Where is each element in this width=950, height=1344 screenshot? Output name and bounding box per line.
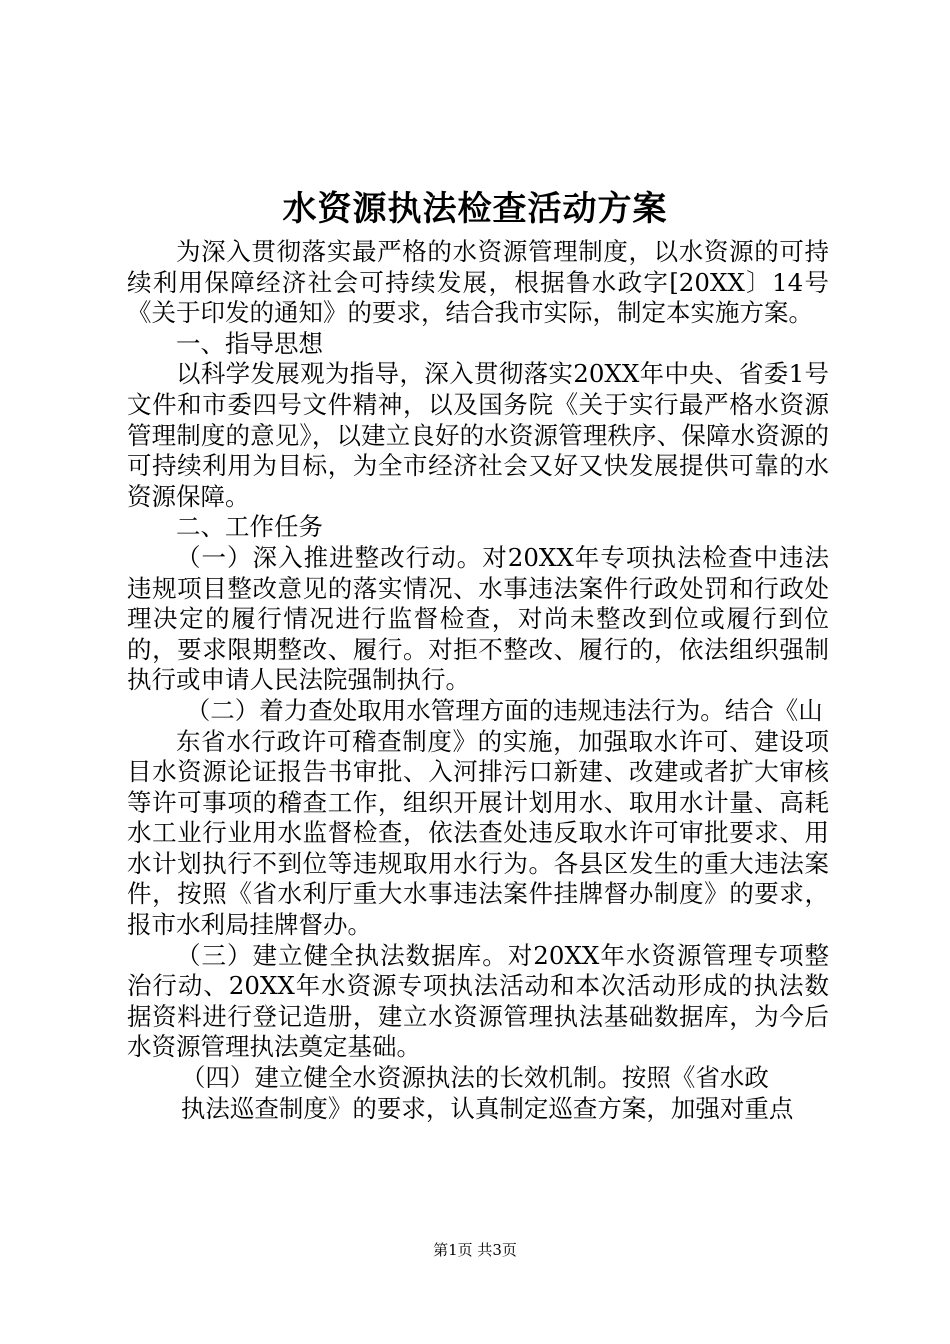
section-heading-work-tasks: 二、工作任务 bbox=[176, 512, 323, 542]
intro-paragraph: 为深入贯彻落实最严格的水资源管理制度，以水资源的可持续利用保障经济社会可持续发展，根据鲁水政字[20XX〕14号《关于印发的通知》的要求，结合我市实际，制定本实施方案。 bbox=[127, 237, 829, 328]
section-heading-guiding-ideology: 一、指导思想 bbox=[176, 328, 323, 358]
task-4-heading-line: （四）建立健全水资源执法的长效机制。按照《省水政 bbox=[180, 1063, 769, 1093]
task-4-continuation: 执法巡查制度》的要求，认真制定巡查方案，加强对重点 bbox=[180, 1093, 794, 1123]
task-2-paragraph: 东省水行政许可稽查制度》的实施，加强取水许可、建设项目水资源论证报告书审批、入河排污口新建、改建或者扩大审核等许可事项的稽查工作，组织开展计划用水、取用水计量、高耗水工业行业用水监督检查，依法查处违反取水许可审批要求、用水计划执行不到位等违规取用水行为。各县区发生的重大违法案件，按照《省水利厅重大水事违法案件挂牌督办制度》的要求，报市水利局挂牌督办。 bbox=[127, 726, 829, 940]
document-body bbox=[127, 237, 829, 1124]
task-3-paragraph: （三）建立健全执法数据库。对20XX年水资源管理专项整治行动、20XX年水资源专项执法活动和本次活动形成的执法数据资料进行登记造册，建立水资源管理执法基础数据库，为今后水资源管理执法奠定基础。 bbox=[127, 940, 829, 1062]
document-title: 水资源执法检查活动方案 bbox=[282, 189, 668, 229]
guiding-ideology-paragraph: 以科学发展观为指导，深入贯彻落实20XX年中央、省委1号文件和市委四号文件精神，以及国务院《关于实行最严格水资源管理制度的意见》，以建立良好的水资源管理秩序、保障水资源的可持续利用为目标，为全市经济社会又好又快发展提供可靠的水资源保障。 bbox=[127, 359, 829, 511]
task-1-paragraph: （一）深入推进整改行动。对20XX年专项执法检查中违法违规项目整改意见的落实情况、水事违法案件行政处罚和行政处理决定的履行情况进行监督检查，对尚未整改到位或履行到位的，要求限期整改、履行。对拒不整改、履行的，依法组织强制执行或申请人民法院强制执行。 bbox=[127, 542, 829, 695]
page-footer: 第1页 共3页 bbox=[433, 1241, 517, 1259]
task-2-heading-line: （二）着力查处取用水管理方面的违规违法行为。结合《山 bbox=[185, 695, 823, 725]
